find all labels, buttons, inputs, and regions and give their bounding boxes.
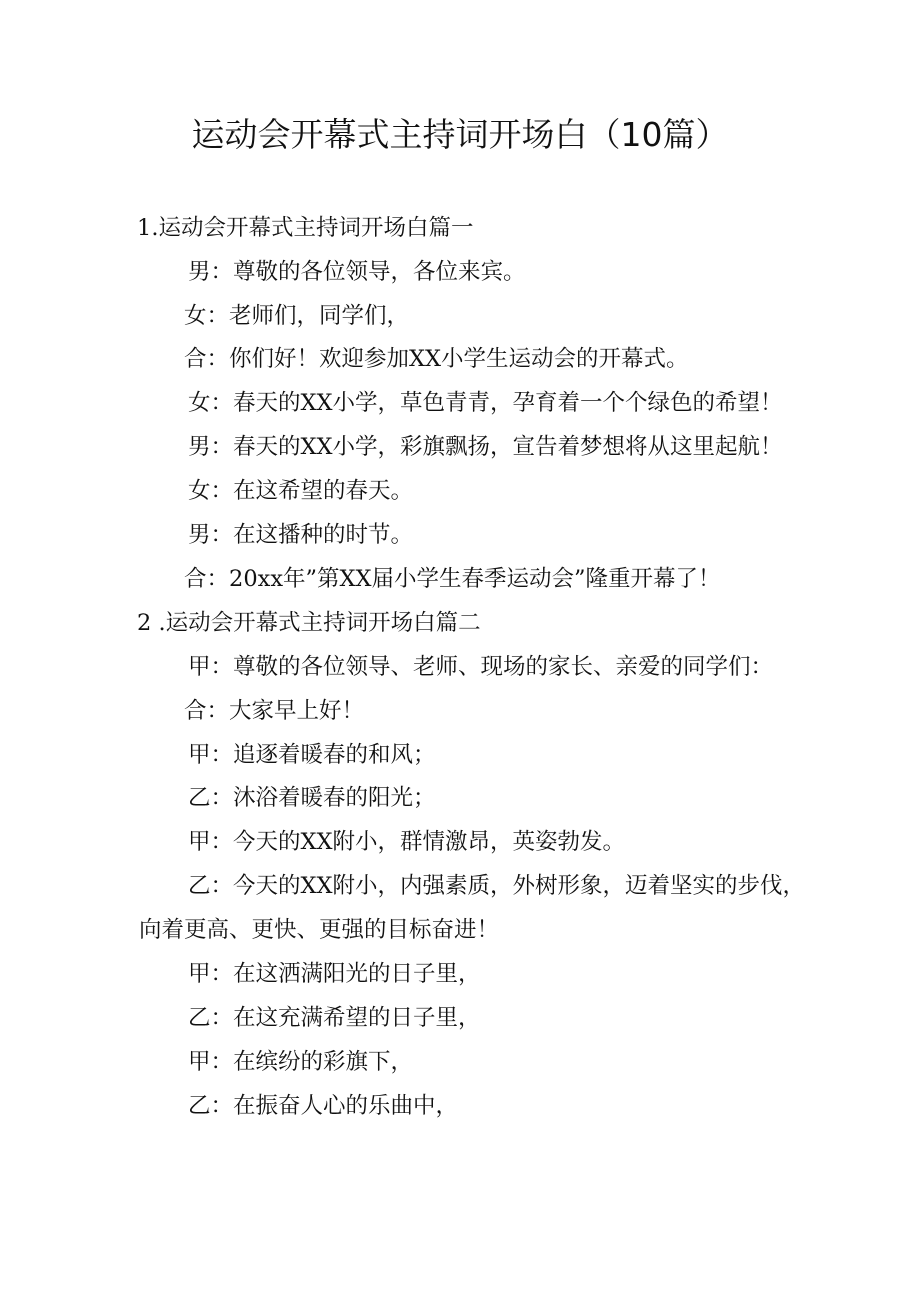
- document-title: 运动会开幕式主持词开场白（10篇）: [191, 115, 729, 154]
- dialogue-line: 甲：在缤纷的彩旗下，: [188, 1049, 414, 1075]
- dialogue-line: 合：大家早上好！: [184, 698, 365, 724]
- dialogue-line: 男：在这播种的时节。: [188, 522, 414, 548]
- dialogue-line: 男：尊敬的各位领导，各位来宾。: [188, 259, 526, 285]
- dialogue-line: 乙：沐浴着暖春的阳光；: [188, 785, 436, 811]
- dialogue-line: 男：春天的XX小学，彩旗飘扬，宣告着梦想将从这里起航！: [188, 434, 783, 460]
- dialogue-line: 女：老师们，同学们，: [184, 303, 410, 329]
- section-heading-2: 2 .运动会开幕式主持词开场白篇二: [137, 610, 481, 636]
- dialogue-line: 合：你们好！欢迎参加XX小学生运动会的开幕式。: [184, 346, 689, 372]
- dialogue-line: 甲：追逐着暖春的和风；: [188, 742, 436, 768]
- dialogue-line: 女：春天的XX小学，草色青青，孕育着一个个绿色的希望！: [188, 390, 783, 416]
- dialogue-line: 甲：今天的XX附小，群情激昂，英姿勃发。: [188, 829, 626, 855]
- dialogue-line: 乙：在振奋人心的乐曲中，: [188, 1093, 459, 1119]
- dialogue-line: 乙：在这充满希望的日子里，: [188, 1005, 481, 1031]
- dialogue-line: 甲：在这洒满阳光的日子里，: [188, 961, 481, 987]
- dialogue-continuation: 向着更高、更快、更强的目标奋进！: [139, 917, 500, 943]
- dialogue-line: 乙：今天的XX附小，内强素质，外树形象，迈着坚实的步伐，: [188, 873, 806, 899]
- dialogue-line: 甲：尊敬的各位领导、老师、现场的家长、亲爱的同学们：: [188, 654, 774, 680]
- section-heading-1: 1.运动会开幕式主持词开场白篇一: [137, 215, 474, 241]
- dialogue-line: 合：20xx年”第XX届小学生春季运动会”隆重开幕了！: [184, 566, 721, 592]
- dialogue-line: 女：在这希望的春天。: [188, 478, 414, 504]
